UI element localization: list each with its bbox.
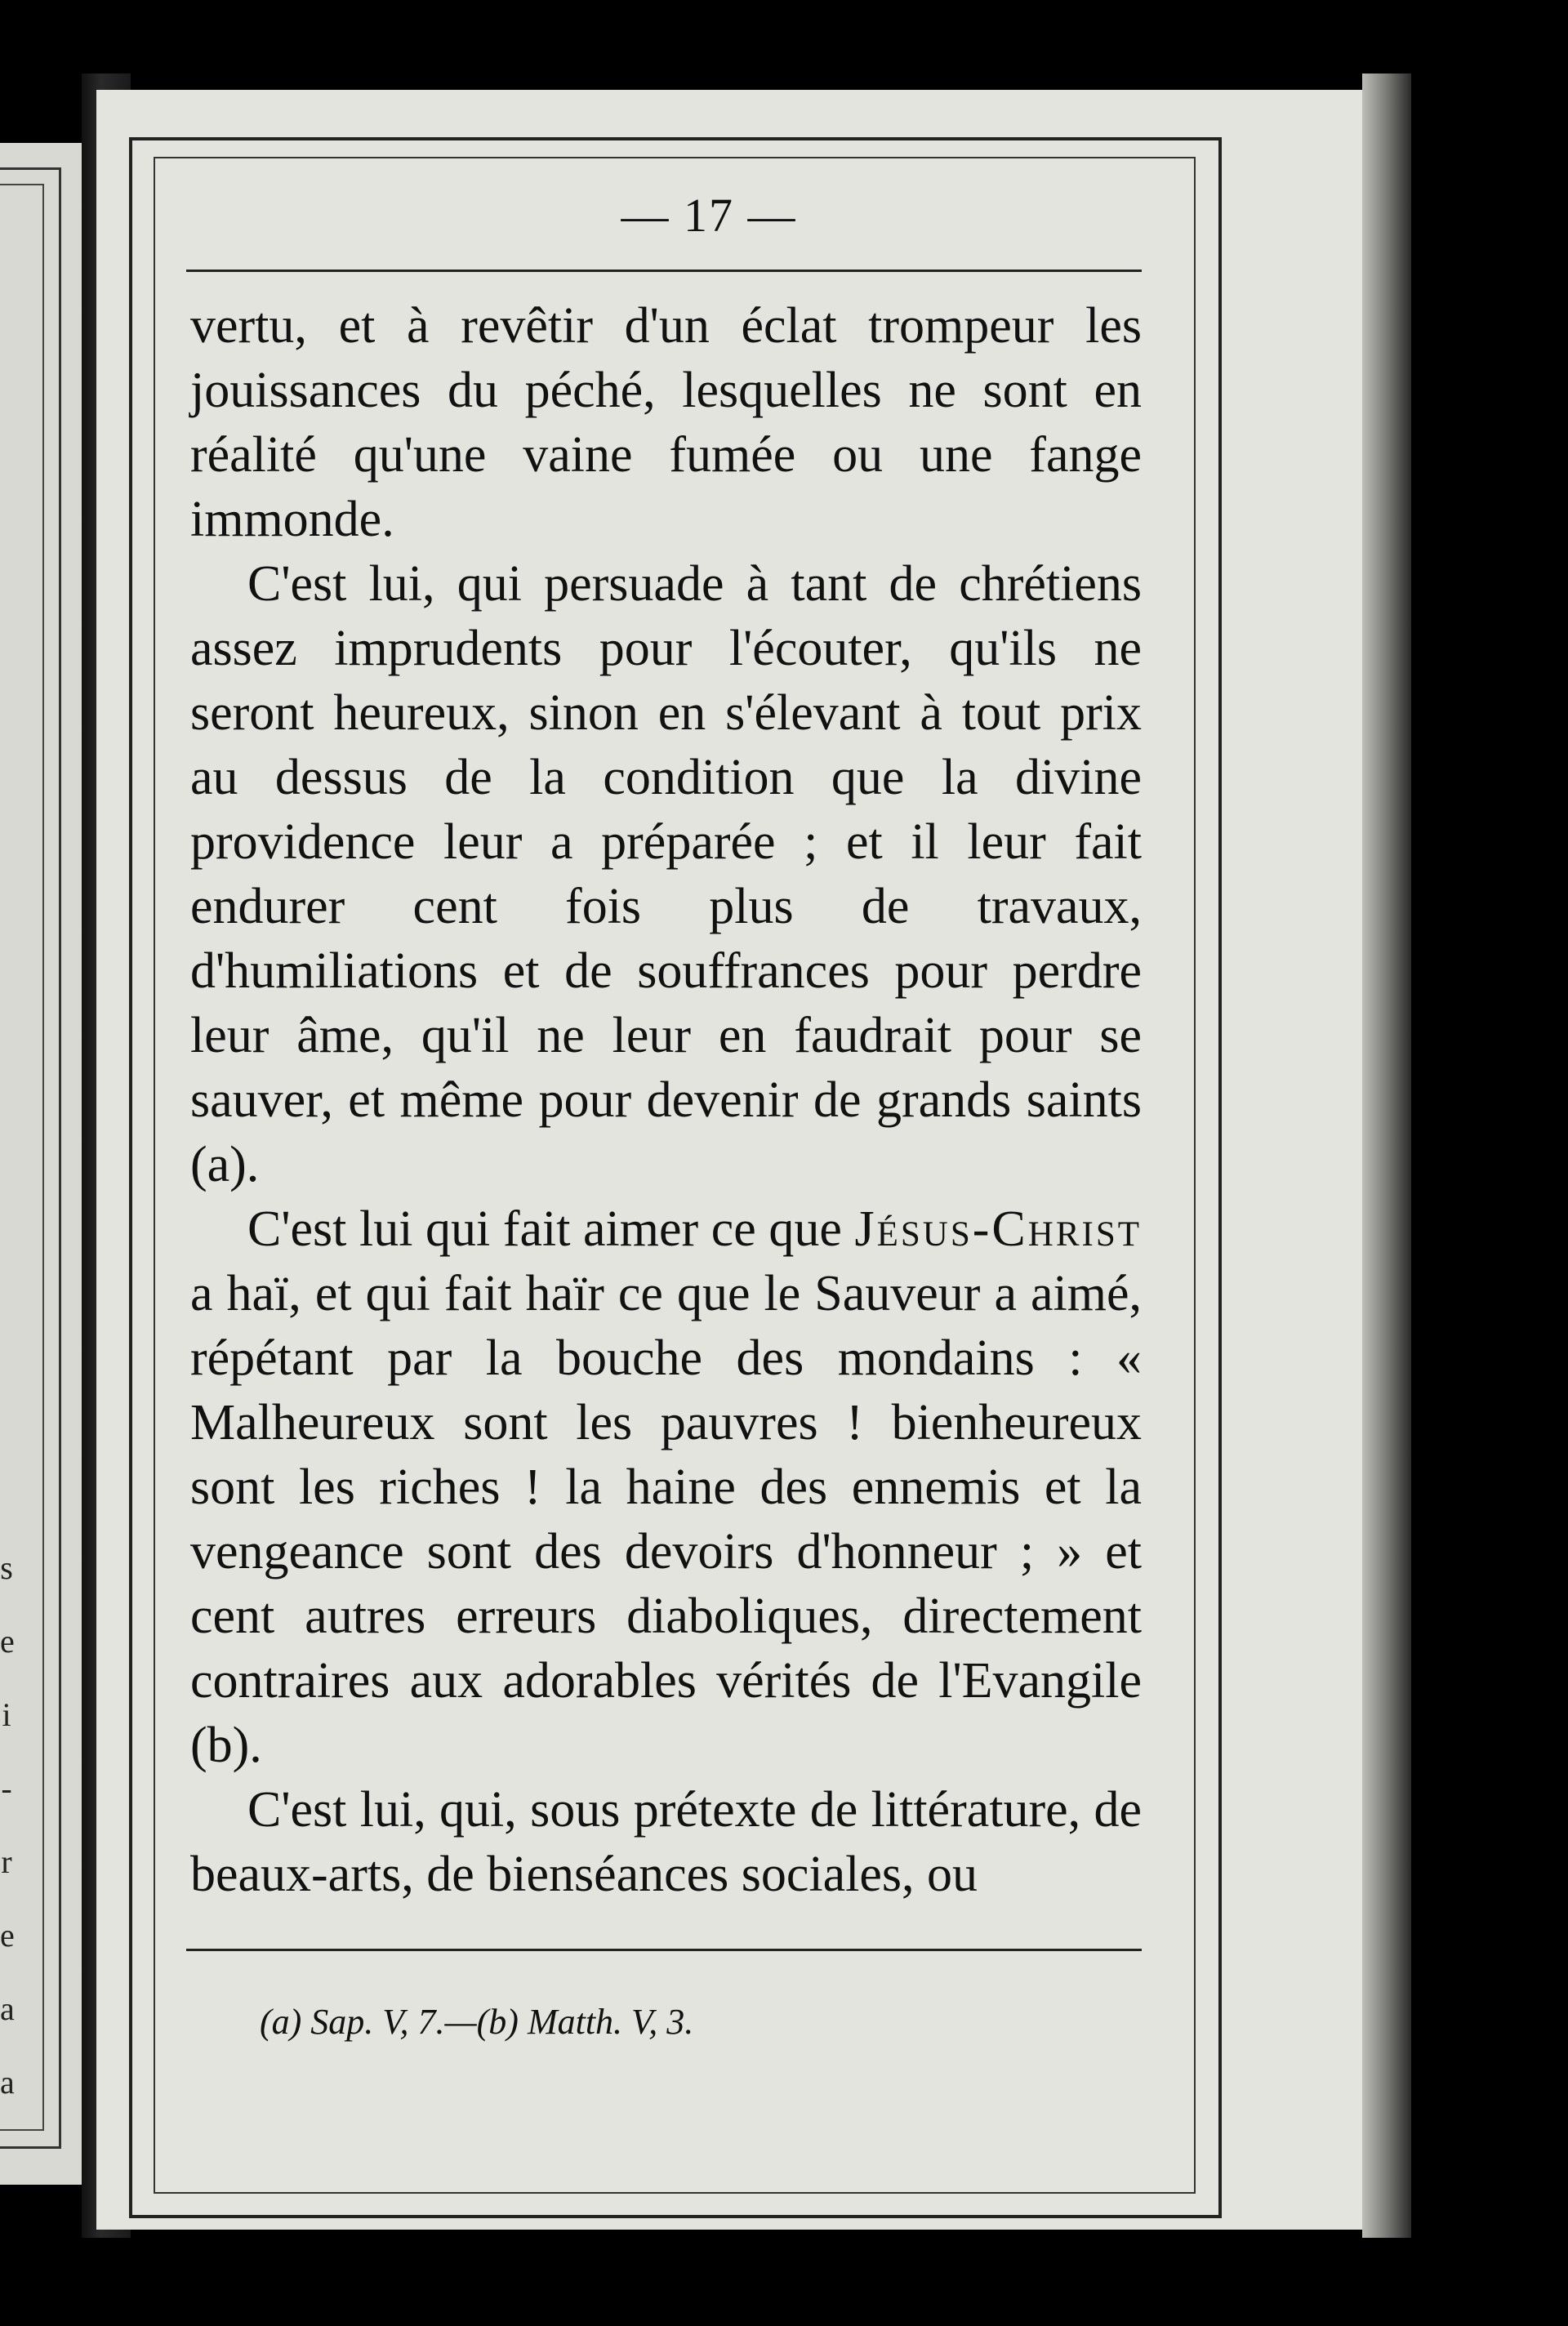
left-mark: a [0,1990,15,2027]
left-mark: - [1,1770,12,1807]
small-caps-name: Jésus-Christ [854,1201,1142,1257]
left-mark: a [0,2064,15,2101]
footnote-rule [186,1949,1142,1951]
left-page-fragment [0,143,82,2185]
page-right-edge [1362,74,1411,2238]
left-mark: r [1,1843,12,1880]
left-mark: i [2,1696,11,1733]
body-text [190,294,1142,1907]
left-page-marks [0,1531,13,2119]
paragraph [190,1197,1142,1778]
footnote: (a) Sap. V, 7.—(b) Matth. V, 3. [260,2002,694,2042]
page-number: — 17 — [621,189,797,242]
left-mark: s [0,1549,13,1586]
paragraph: vertu, et à revêtir d'un éclat trompeur les jouissances du péché, lesquelles ne sont en réalité qu'une vaine fumée ou une fange immonde. [190,298,1142,547]
paragraph-text: a haï, et qui fait haïr ce que le Sauveur a aimé, répétant par la bouche des mondains : « Malheureux sont les pauvres ! bienheureux sont les riches ! la haine des ennemis et la vengeance sont des devoirs d'honneur ; » et cent autres erreurs diaboliques, directement contraires aux adorables vérités de l'Evangile (b). [190,1266,1142,1773]
paragraph: C'est lui, qui, sous prétexte de littérature, de beaux-arts, de bienséances sociales, ou [190,1782,1142,1902]
left-mark: e [0,1917,15,1954]
header-rule [186,270,1142,272]
paragraph: C'est lui, qui persuade à tant de chrétiens assez imprudents pour l'écouter, qu'ils ne seront heureux, sinon en s'élevant à tout prix au dessus de la condition que la divine providence leur a préparée ; et il leur fait endurer cent fois plus de travaux, d'humiliations et de souffrances pour perdre leur âme, qu'il ne leur en faudrait pour se sauver, et même pour devenir de grands saints (a). [190,556,1142,1192]
left-mark: e [0,1623,15,1660]
book-page [96,90,1362,2230]
paragraph-text: C'est lui qui fait aimer ce que [247,1201,855,1257]
